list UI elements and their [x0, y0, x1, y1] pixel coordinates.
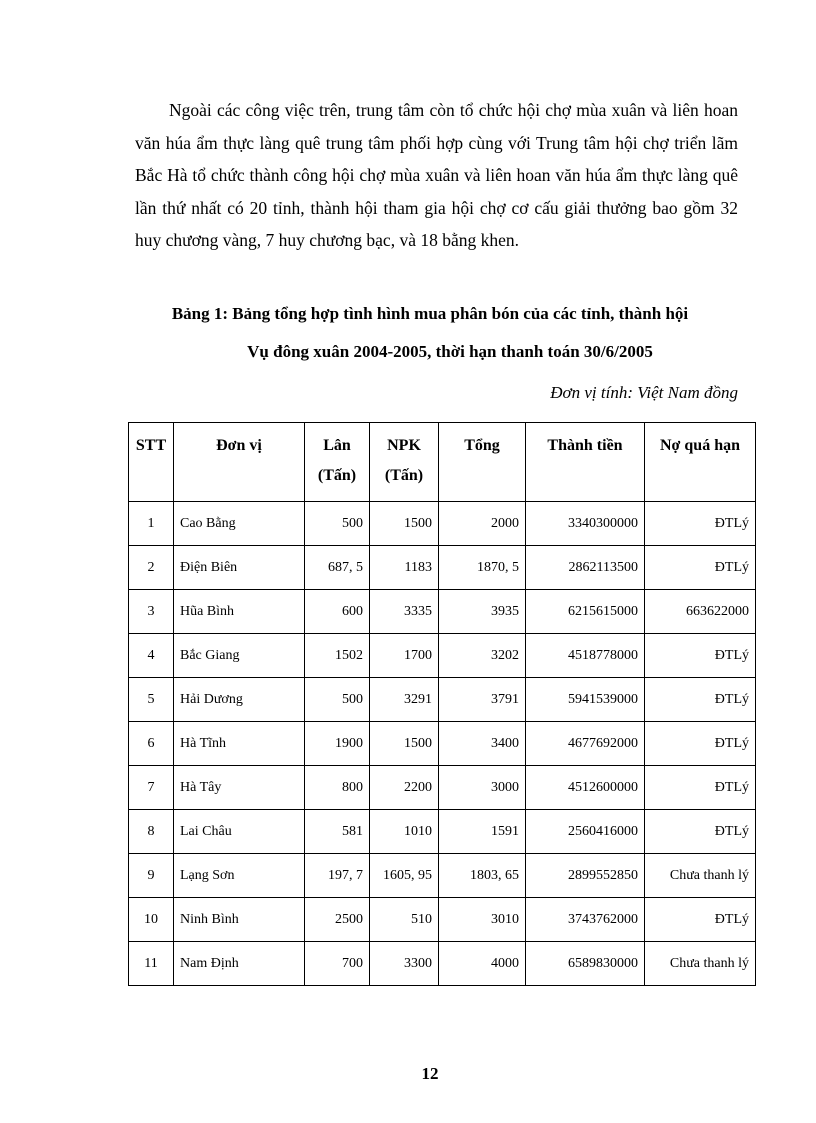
cell-lan: 197, 7 — [305, 854, 370, 898]
cell-amount: 6215615000 — [526, 590, 645, 634]
table-row — [129, 502, 756, 546]
paragraph-text: Ngoài các công việc trên, trung tâm còn tổ chức hội chợ mùa xuân và liên hoan văn húa ẩm thực làng quê trung tâm phối hợp cùng với Trung tâm hội chợ triển lãm Bắc Hà tổ chức thành công hội chợ mùa xuân và liên hoan văn húa ẩm thực làng quê lần thứ nhất có 20 tỉnh, thành hội tham gia hội chợ cơ cấu giải thưởng bao gồm 32 huy chương vàng, 7 huy chương bạc, và 18 bằng khen. — [135, 100, 738, 250]
cell-lan: 600 — [305, 590, 370, 634]
cell-overdue: Chưa thanh lý — [645, 942, 756, 986]
cell-unit-name: Hũa Bình — [174, 590, 305, 634]
cell-unit-name: Nam Định — [174, 942, 305, 986]
cell-overdue: ĐTLý — [645, 678, 756, 722]
header-unit-name: Đơn vị — [174, 423, 305, 502]
cell-overdue: ĐTLý — [645, 634, 756, 678]
table-caption-line1: Bảng 1: Bảng tổng hợp tình hình mua phân bón của các tỉnh, thành hội — [171, 304, 689, 323]
cell-stt: 11 — [129, 942, 174, 986]
cell-unit-name: Cao Bằng — [174, 502, 305, 546]
cell-amount: 4518778000 — [526, 634, 645, 678]
table-caption-line2: Vụ đông xuân 2004-2005, thời hạn thanh toán 30/6/2005 — [247, 342, 653, 361]
cell-total: 3000 — [439, 766, 526, 810]
cell-stt: 1 — [129, 502, 174, 546]
cell-total: 3202 — [439, 634, 526, 678]
cell-stt: 4 — [129, 634, 174, 678]
cell-unit-name: Lai Châu — [174, 810, 305, 854]
cell-stt: 2 — [129, 546, 174, 590]
cell-unit-name: Hải Dương — [174, 678, 305, 722]
body-paragraph — [135, 94, 738, 257]
cell-overdue: ĐTLý — [645, 722, 756, 766]
table-row — [129, 942, 756, 986]
cell-lan: 2500 — [305, 898, 370, 942]
cell-amount: 2899552850 — [526, 854, 645, 898]
cell-stt: 5 — [129, 678, 174, 722]
cell-total: 2000 — [439, 502, 526, 546]
cell-stt: 8 — [129, 810, 174, 854]
cell-total: 3400 — [439, 722, 526, 766]
cell-overdue: ĐTLý — [645, 502, 756, 546]
cell-unit-name: Ninh Bình — [174, 898, 305, 942]
cell-overdue: ĐTLý — [645, 766, 756, 810]
table-row — [129, 722, 756, 766]
cell-lan: 687, 5 — [305, 546, 370, 590]
header-total: Tổng — [439, 423, 526, 502]
cell-npk: 1605, 95 — [370, 854, 439, 898]
table-row — [129, 546, 756, 590]
cell-total: 1870, 5 — [439, 546, 526, 590]
table-row — [129, 634, 756, 678]
table-row — [129, 766, 756, 810]
table-row — [129, 590, 756, 634]
cell-lan: 700 — [305, 942, 370, 986]
cell-lan: 1900 — [305, 722, 370, 766]
cell-stt: 7 — [129, 766, 174, 810]
cell-total: 3935 — [439, 590, 526, 634]
cell-amount: 4512600000 — [526, 766, 645, 810]
cell-amount: 2560416000 — [526, 810, 645, 854]
cell-lan: 800 — [305, 766, 370, 810]
table-row — [129, 854, 756, 898]
cell-amount: 4677692000 — [526, 722, 645, 766]
table-header-row — [129, 423, 756, 502]
unit-note: Đơn vị tính: Việt Nam đồng — [550, 383, 738, 402]
cell-unit-name: Hà Tây — [174, 766, 305, 810]
header-amount: Thành tiền — [526, 423, 645, 502]
cell-unit-name: Bắc Giang — [174, 634, 305, 678]
cell-npk: 1183 — [370, 546, 439, 590]
cell-total: 1591 — [439, 810, 526, 854]
cell-overdue: ĐTLý — [645, 810, 756, 854]
cell-amount: 3340300000 — [526, 502, 645, 546]
cell-stt: 9 — [129, 854, 174, 898]
cell-lan: 581 — [305, 810, 370, 854]
cell-npk: 510 — [370, 898, 439, 942]
page-number: 12 — [421, 1064, 439, 1083]
header-npk: NPK (Tấn) — [370, 423, 439, 502]
cell-overdue: ĐTLý — [645, 898, 756, 942]
cell-npk: 1500 — [370, 502, 439, 546]
cell-amount: 2862113500 — [526, 546, 645, 590]
cell-overdue: ĐTLý — [645, 546, 756, 590]
cell-total: 3791 — [439, 678, 526, 722]
cell-stt: 10 — [129, 898, 174, 942]
cell-overdue: 663622000 — [645, 590, 756, 634]
cell-lan: 1502 — [305, 634, 370, 678]
cell-total: 4000 — [439, 942, 526, 986]
cell-stt: 3 — [129, 590, 174, 634]
cell-lan: 500 — [305, 502, 370, 546]
cell-npk: 3300 — [370, 942, 439, 986]
cell-total: 3010 — [439, 898, 526, 942]
header-stt: STT — [129, 423, 174, 502]
table-row — [129, 810, 756, 854]
cell-unit-name: Lạng Sơn — [174, 854, 305, 898]
header-overdue: Nợ quá hạn — [645, 423, 756, 502]
cell-overdue: Chưa thanh lý — [645, 854, 756, 898]
cell-stt: 6 — [129, 722, 174, 766]
cell-npk: 1500 — [370, 722, 439, 766]
cell-amount: 6589830000 — [526, 942, 645, 986]
fertilizer-table — [128, 422, 756, 986]
cell-unit-name: Điện Biên — [174, 546, 305, 590]
cell-amount: 3743762000 — [526, 898, 645, 942]
cell-npk: 3291 — [370, 678, 439, 722]
header-lan: Lân (Tấn) — [305, 423, 370, 502]
cell-npk: 1700 — [370, 634, 439, 678]
table-row — [129, 678, 756, 722]
cell-npk: 1010 — [370, 810, 439, 854]
cell-amount: 5941539000 — [526, 678, 645, 722]
cell-total: 1803, 65 — [439, 854, 526, 898]
cell-unit-name: Hà Tĩnh — [174, 722, 305, 766]
table-row — [129, 898, 756, 942]
cell-lan: 500 — [305, 678, 370, 722]
cell-npk: 2200 — [370, 766, 439, 810]
cell-npk: 3335 — [370, 590, 439, 634]
